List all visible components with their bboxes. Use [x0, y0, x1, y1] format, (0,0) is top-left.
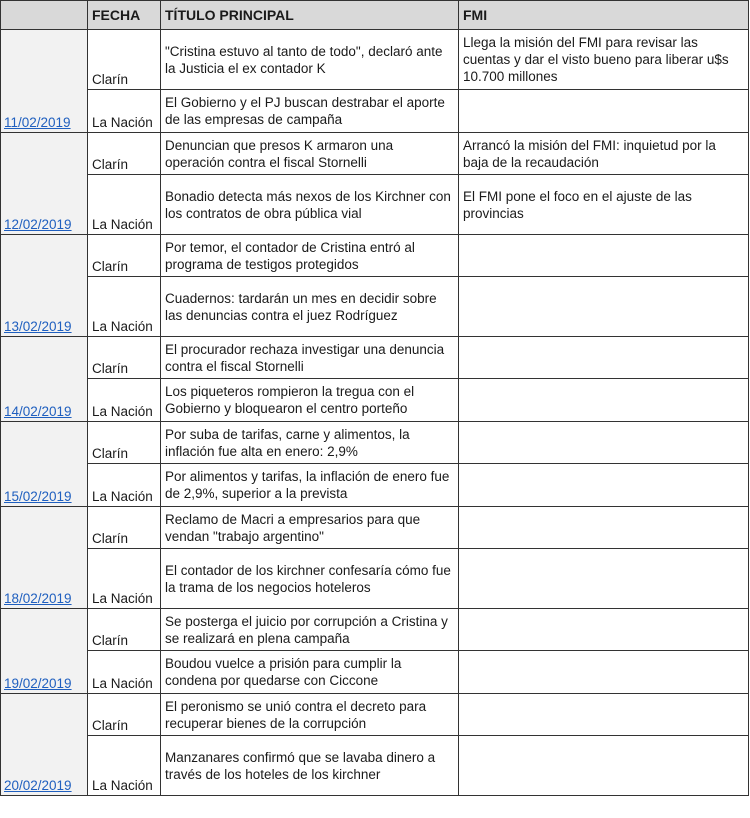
- date-cell: [1, 337, 88, 422]
- table-row: [1, 277, 749, 337]
- headline-cell: Por temor, el contador de Cristina entró al programa de testigos protegidos: [161, 235, 459, 277]
- table-row: [1, 337, 749, 379]
- fmi-cell: [459, 694, 749, 736]
- headline-cell: Los piqueteros rompieron la tregua con el Gobierno y bloquearon el centro porteño: [161, 379, 459, 422]
- source-cell: Clarín: [88, 133, 161, 175]
- date-cell: [1, 507, 88, 609]
- fmi-cell: [459, 651, 749, 694]
- source-cell: La Nación: [88, 651, 161, 694]
- fmi-cell: [459, 422, 749, 464]
- source-cell: La Nación: [88, 90, 161, 133]
- header-fmi: FMI: [459, 1, 749, 30]
- table-row: [1, 133, 749, 175]
- date-link[interactable]: 14/02/2019: [4, 404, 72, 419]
- fmi-cell: [459, 507, 749, 549]
- source-cell: La Nación: [88, 549, 161, 609]
- source-cell: Clarín: [88, 694, 161, 736]
- table-row: [1, 464, 749, 507]
- date-cell: [1, 235, 88, 337]
- date-cell: [1, 694, 88, 796]
- source-cell: Clarín: [88, 609, 161, 651]
- header-titulo: TÍTULO PRINCIPAL: [161, 1, 459, 30]
- date-cell: [1, 422, 88, 507]
- table-body: [1, 30, 749, 796]
- headline-cell: El procurador rechaza investigar una denuncia contra el fiscal Stornelli: [161, 337, 459, 379]
- fmi-cell: [459, 549, 749, 609]
- header-row: [1, 1, 749, 30]
- table-row: [1, 651, 749, 694]
- table-row: [1, 507, 749, 549]
- date-cell: [1, 609, 88, 694]
- source-cell: Clarín: [88, 337, 161, 379]
- fmi-cell: [459, 90, 749, 133]
- date-link[interactable]: 18/02/2019: [4, 591, 72, 606]
- fmi-cell: [459, 277, 749, 337]
- table-row: [1, 549, 749, 609]
- table-row: [1, 609, 749, 651]
- headline-cell: Cuadernos: tardarán un mes en decidir sobre las denuncias contra el juez Rodríguez: [161, 277, 459, 337]
- date-link[interactable]: 11/02/2019: [4, 115, 71, 130]
- fmi-cell: [459, 379, 749, 422]
- table-row: [1, 90, 749, 133]
- table-row: [1, 736, 749, 796]
- date-link[interactable]: 13/02/2019: [4, 319, 72, 334]
- table-row: [1, 694, 749, 736]
- date-link[interactable]: 20/02/2019: [4, 778, 72, 793]
- fmi-cell: Arrancó la misión del FMI: inquietud por la baja de la recaudación: [459, 133, 749, 175]
- source-cell: Clarín: [88, 235, 161, 277]
- headline-cell: "Cristina estuvo al tanto de todo", declaró ante la Justicia el ex contador K: [161, 30, 459, 90]
- date-link[interactable]: 12/02/2019: [4, 217, 72, 232]
- headline-cell: Reclamo de Macri a empresarios para que vendan "trabajo argentino": [161, 507, 459, 549]
- fmi-cell: [459, 464, 749, 507]
- headline-cell: Bonadio detecta más nexos de los Kirchner con los contratos de obra pública vial: [161, 175, 459, 235]
- table-row: [1, 30, 749, 90]
- source-cell: La Nación: [88, 736, 161, 796]
- fmi-cell: Llega la misión del FMI para revisar las cuentas y dar el visto bueno para liberar u$s 10.700 millones: [459, 30, 749, 90]
- fmi-cell: [459, 736, 749, 796]
- source-cell: La Nación: [88, 175, 161, 235]
- headline-cell: El contador de los kirchner confesaría cómo fue la trama de los negocios hoteleros: [161, 549, 459, 609]
- fmi-cell: [459, 337, 749, 379]
- table-row: [1, 379, 749, 422]
- date-cell: [1, 133, 88, 235]
- headline-cell: Manzanares confirmó que se lavaba dinero a través de los hoteles de los kirchner: [161, 736, 459, 796]
- headline-cell: El peronismo se unió contra el decreto para recuperar bienes de la corrupción: [161, 694, 459, 736]
- table-row: [1, 235, 749, 277]
- date-link[interactable]: 19/02/2019: [4, 676, 72, 691]
- source-cell: Clarín: [88, 507, 161, 549]
- table-row: [1, 175, 749, 235]
- headline-cell: El Gobierno y el PJ buscan destrabar el aporte de las empresas de campaña: [161, 90, 459, 133]
- headline-cell: Boudou vuelce a prisión para cumplir la condena por quedarse con Ciccone: [161, 651, 459, 694]
- fmi-cell: [459, 235, 749, 277]
- source-cell: La Nación: [88, 277, 161, 337]
- date-link[interactable]: 15/02/2019: [4, 489, 72, 504]
- fmi-cell: [459, 609, 749, 651]
- source-cell: Clarín: [88, 30, 161, 90]
- source-cell: La Nación: [88, 379, 161, 422]
- headline-cell: Por alimentos y tarifas, la inflación de enero fue de 2,9%, superior a la prevista: [161, 464, 459, 507]
- date-cell: [1, 30, 88, 133]
- source-cell: La Nación: [88, 464, 161, 507]
- headline-cell: Se posterga el juicio por corrupción a Cristina y se realizará en plena campaña: [161, 609, 459, 651]
- fmi-cell: El FMI pone el foco en el ajuste de las provincias: [459, 175, 749, 235]
- header-fecha: FECHA: [88, 1, 161, 30]
- table-row: [1, 422, 749, 464]
- header-date: [1, 1, 88, 30]
- headline-cell: Denuncian que presos K armaron una operación contra el fiscal Stornelli: [161, 133, 459, 175]
- source-cell: Clarín: [88, 422, 161, 464]
- headline-cell: Por suba de tarifas, carne y alimentos, la inflación fue alta en enero: 2,9%: [161, 422, 459, 464]
